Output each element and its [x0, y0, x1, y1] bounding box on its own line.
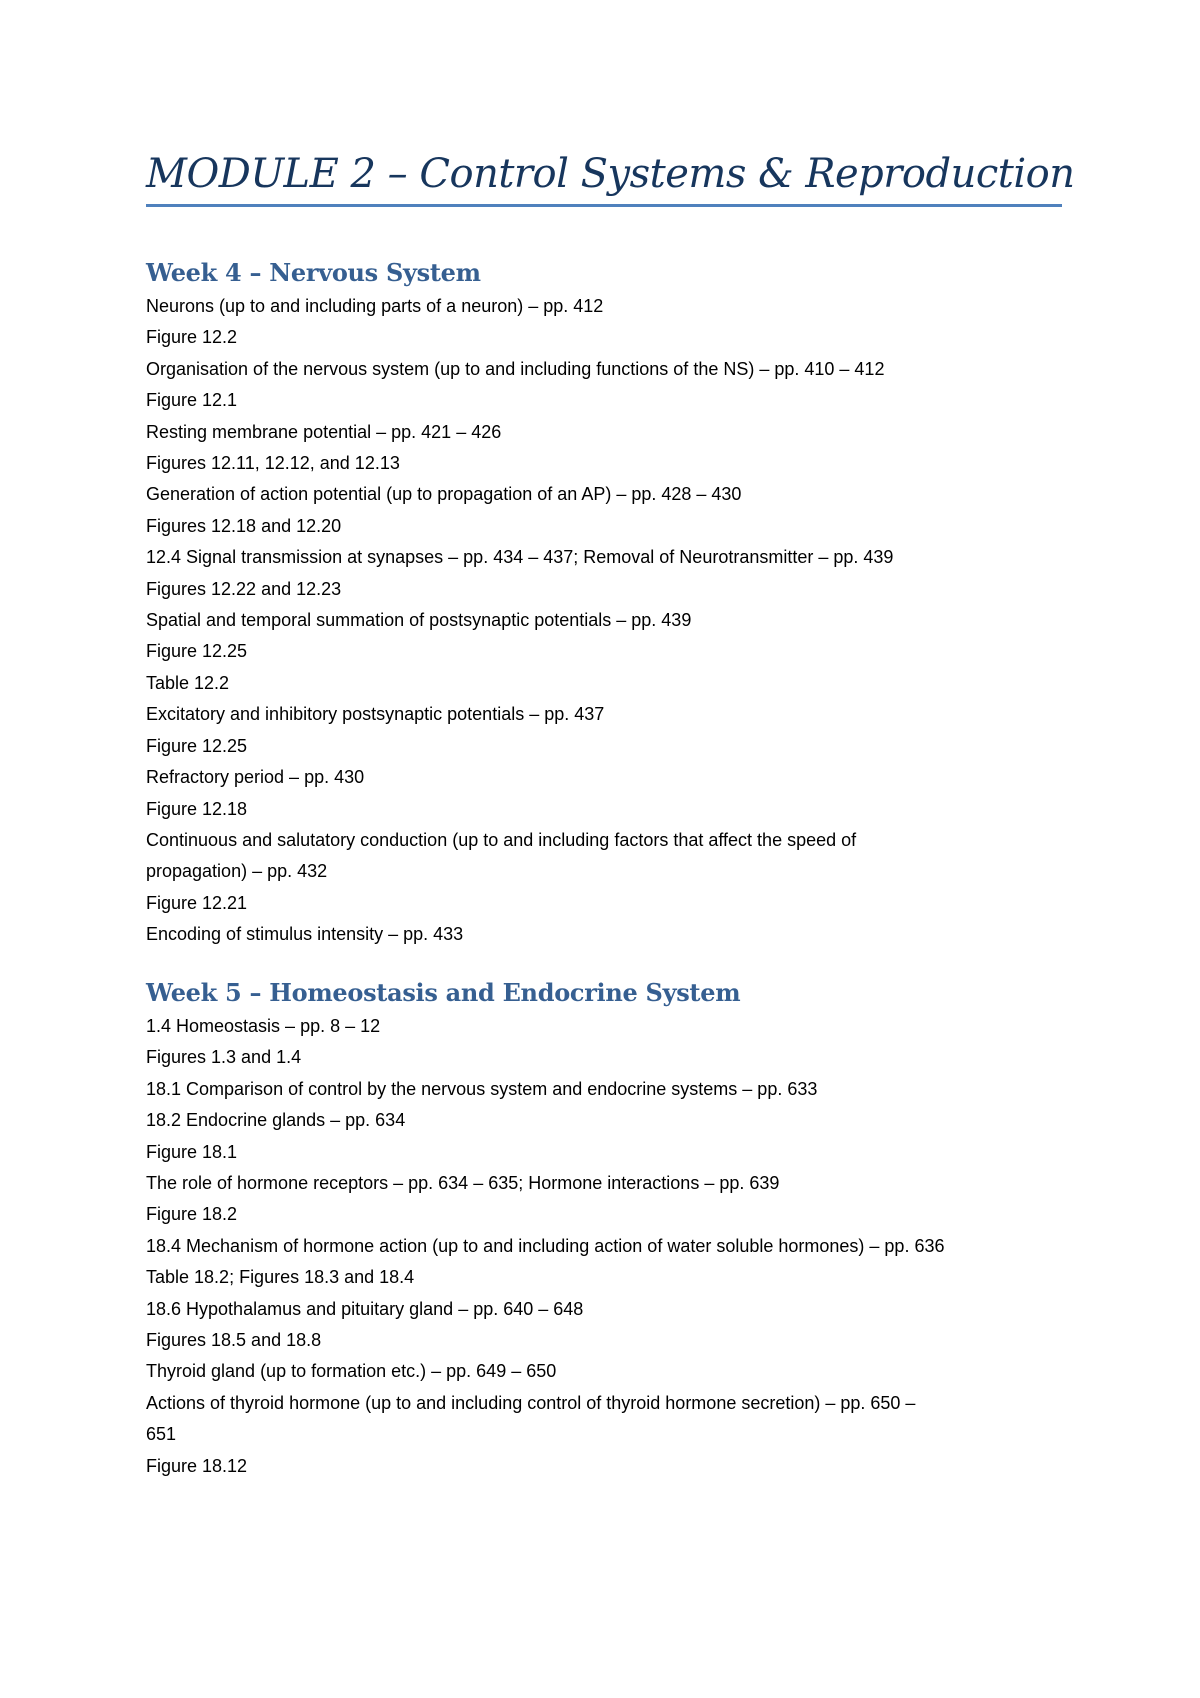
- topic-line: Figure 12.25: [146, 735, 248, 756]
- week-5-topic-list: [146, 1011, 1076, 1482]
- topic-line: 18.4 Mechanism of hormone action (up to and including action of water soluble hormones) – pp. 636: [146, 1235, 945, 1256]
- week-4-topic-list: [146, 291, 1076, 951]
- topic-line: 18.1 Comparison of control by the nervous system and endocrine systems – pp. 633: [146, 1078, 818, 1099]
- topic-line: Figures 1.3 and 1.4: [146, 1047, 302, 1068]
- topic-line: Figures 18.5 and 18.8: [146, 1330, 322, 1351]
- topic-line: 651: [146, 1424, 177, 1445]
- topic-line: Organisation of the nervous system (up to and including functions of the NS) – pp. 410 – 412: [146, 358, 885, 379]
- topic-line: Figures 12.18 and 12.20: [146, 515, 342, 536]
- topic-line: Table 18.2; Figures 18.3 and 18.4: [146, 1267, 415, 1288]
- week-5-section: [146, 975, 1076, 1482]
- document-title: MODULE 2 – Control Systems & Reproduction: [146, 151, 1075, 197]
- topic-line: propagation) – pp. 432: [146, 861, 328, 882]
- topic-line: Figures 12.11, 12.12, and 12.13: [146, 453, 400, 474]
- topic-line: Spatial and temporal summation of postsynaptic potentials – pp. 439: [146, 610, 692, 631]
- title-underline: [146, 204, 1062, 207]
- week-4-heading: Week 4 – Nervous System: [146, 258, 481, 287]
- topic-line: Generation of action potential (up to propagation of an AP) – pp. 428 – 430: [146, 484, 742, 505]
- topic-line: 18.6 Hypothalamus and pituitary gland – pp. 640 – 648: [146, 1298, 584, 1319]
- week-5-heading: Week 5 – Homeostasis and Endocrine System: [146, 978, 741, 1007]
- topic-line: Figure 12.25: [146, 641, 248, 662]
- topic-line: Thyroid gland (up to formation etc.) – pp. 649 – 650: [146, 1361, 557, 1382]
- topic-line: Figure 12.21: [146, 892, 248, 913]
- topic-line: Figure 18.1: [146, 1141, 238, 1162]
- topic-line: Actions of thyroid hormone (up to and including control of thyroid hormone secretion) – pp. 650 –: [146, 1392, 916, 1413]
- topic-line: Refractory period – pp. 430: [146, 767, 365, 788]
- topic-line: Resting membrane potential – pp. 421 – 426: [146, 421, 502, 442]
- topic-line: Figure 18.12: [146, 1455, 248, 1476]
- topic-line: Figure 18.2: [146, 1204, 238, 1225]
- topic-line: Table 12.2: [146, 672, 230, 693]
- topic-line: Figures 12.22 and 12.23: [146, 578, 342, 599]
- topic-line: The role of hormone receptors – pp. 634 – 635; Hormone interactions – pp. 639: [146, 1173, 780, 1194]
- topic-line: 12.4 Signal transmission at synapses – pp. 434 – 437; Removal of Neurotransmitter – pp. 439: [146, 547, 894, 568]
- topic-line: Figure 12.18: [146, 798, 248, 819]
- topic-line: Continuous and salutatory conduction (up to and including factors that affect the speed of: [146, 829, 857, 850]
- topic-line: Encoding of stimulus intensity – pp. 433: [146, 924, 464, 945]
- topic-line: Figure 12.1: [146, 390, 238, 411]
- topic-line: Figure 12.2: [146, 327, 238, 348]
- topic-line: 1.4 Homeostasis – pp. 8 – 12: [146, 1016, 381, 1036]
- week-4-section: [146, 255, 1076, 951]
- topic-line: Neurons (up to and including parts of a neuron) – pp. 412: [146, 296, 604, 316]
- topic-line: 18.2 Endocrine glands – pp. 634: [146, 1110, 406, 1131]
- topic-line: Excitatory and inhibitory postsynaptic potentials – pp. 437: [146, 704, 605, 725]
